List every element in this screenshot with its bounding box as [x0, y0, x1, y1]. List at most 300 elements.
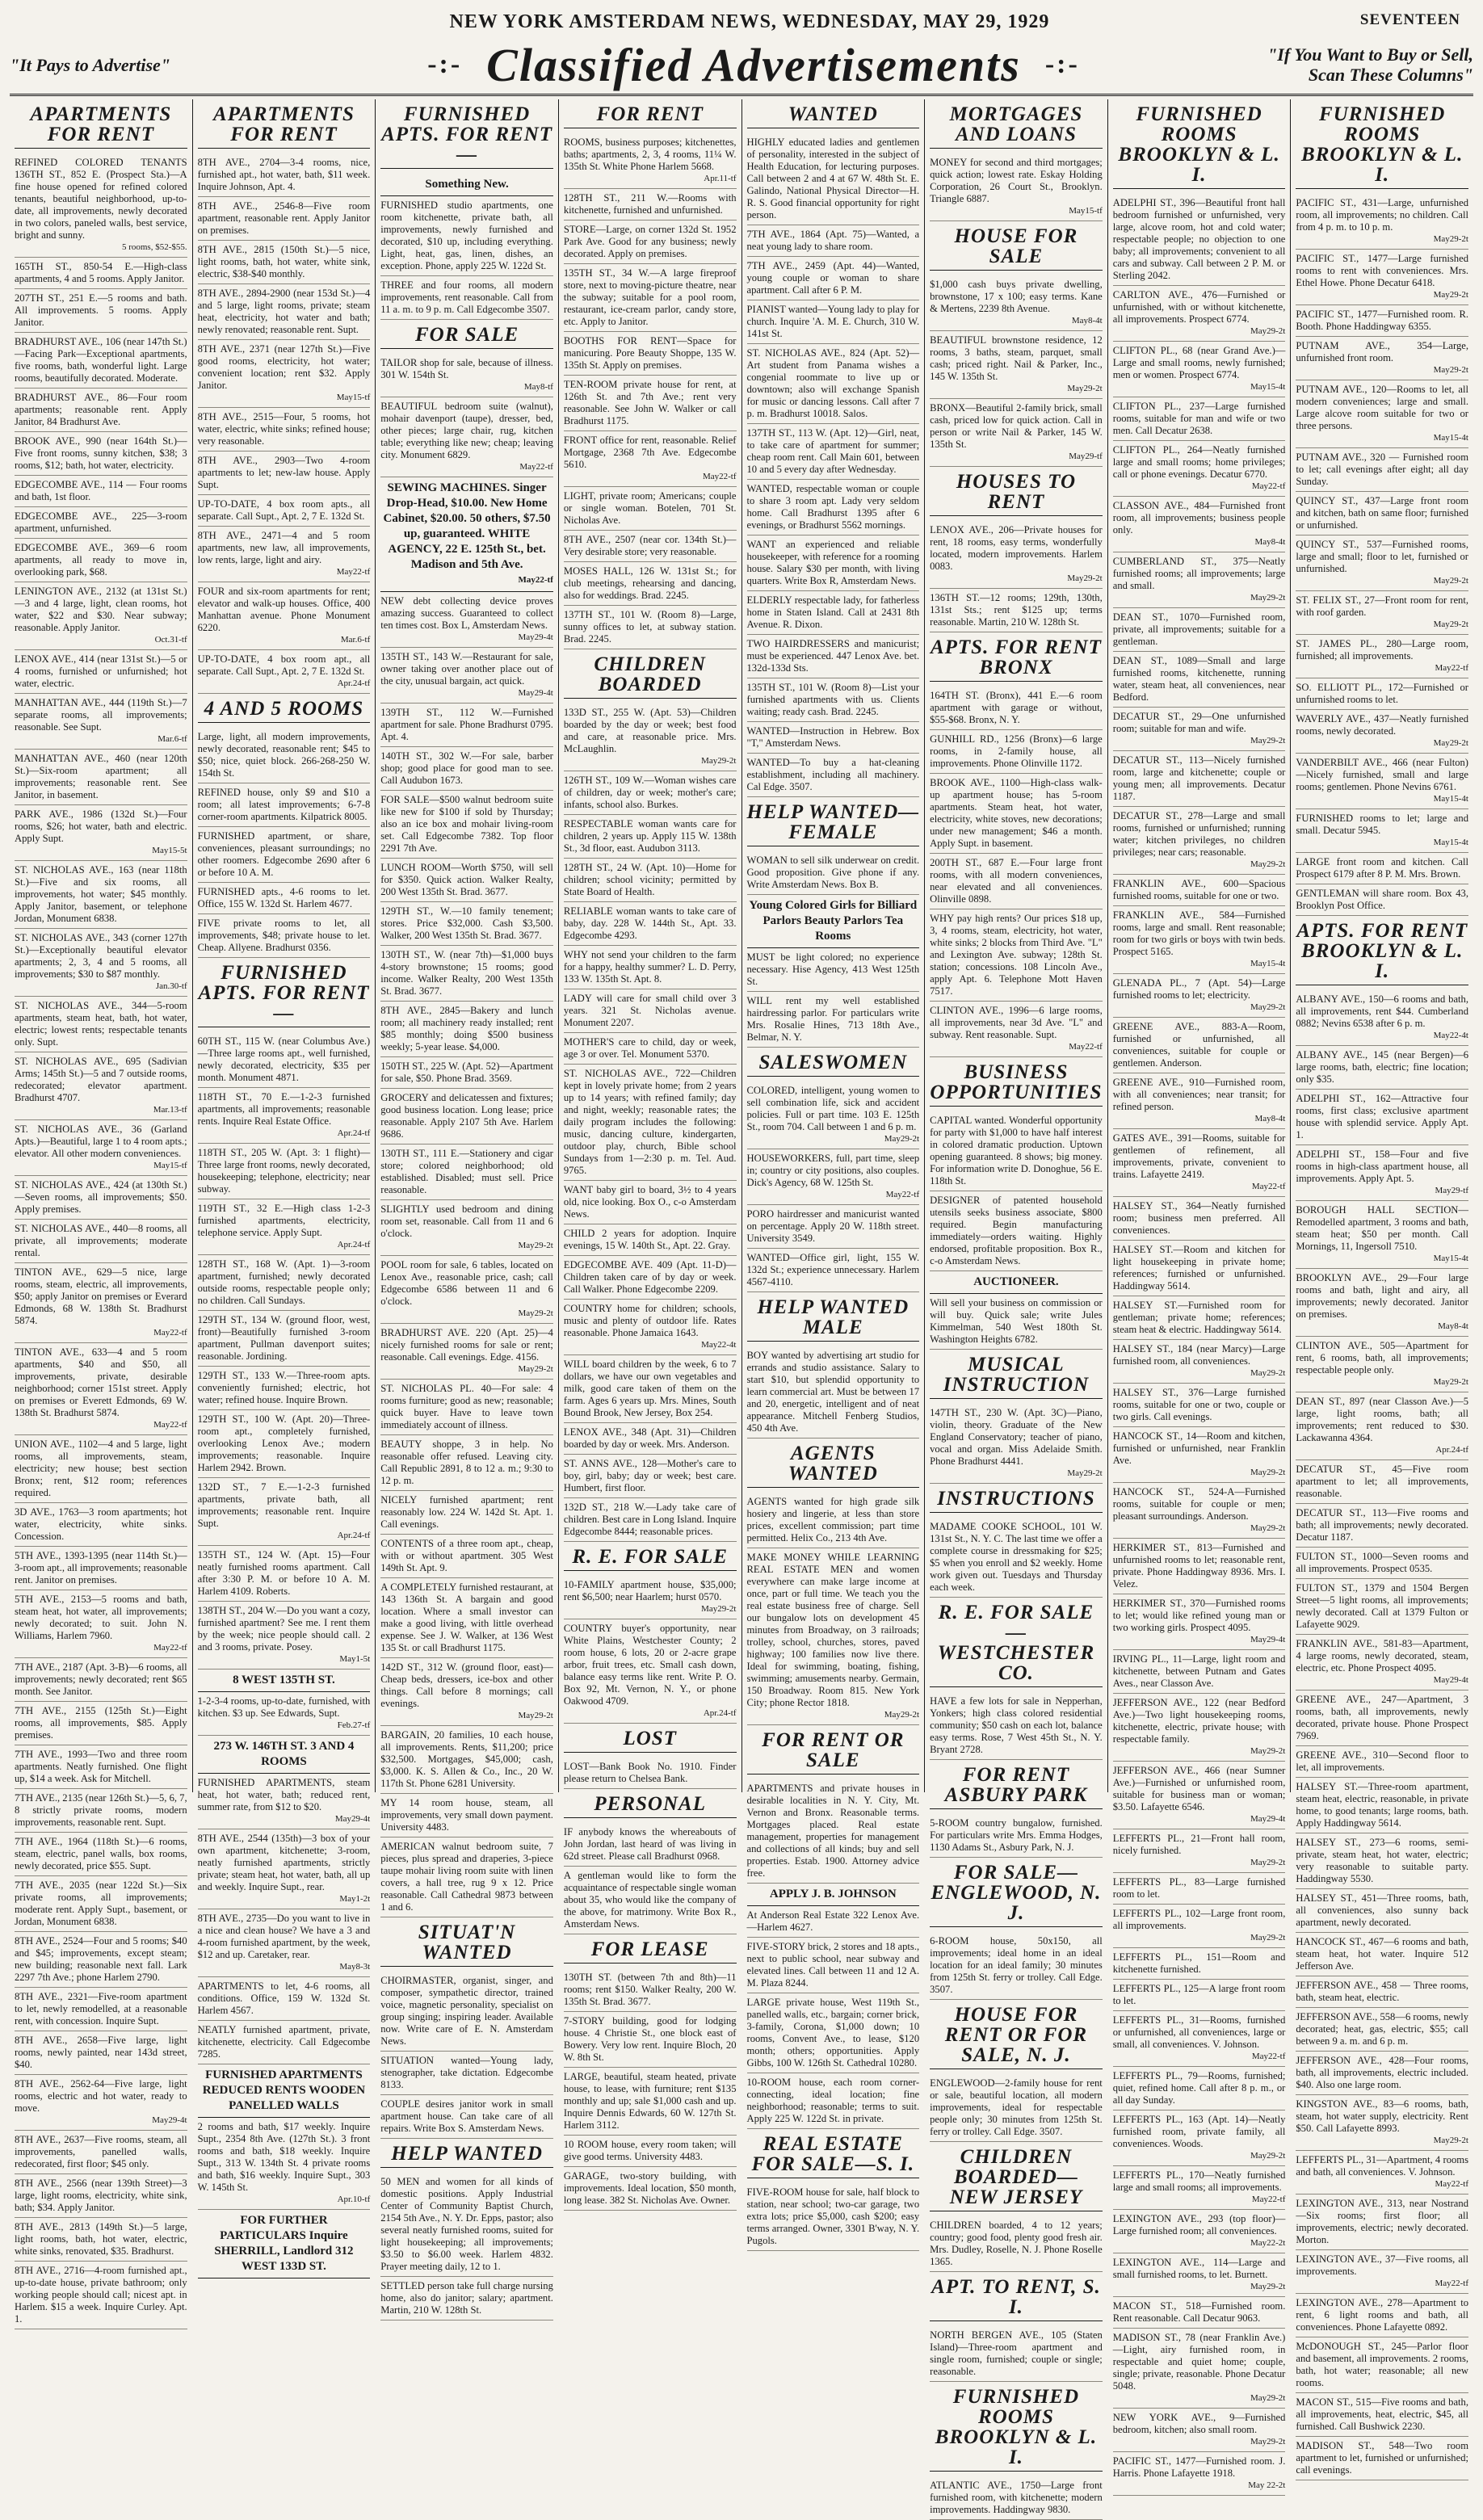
classified-ad	[198, 1255, 371, 1311]
display-ad	[930, 1271, 1103, 1294]
classified-ad	[1296, 710, 1468, 754]
ad-text: 135TH ST., 101 W. (Room 8)—List your furnished apartments with us. Clients waiting; ready cash. Brad. 2245.	[746, 682, 920, 717]
ad-text: LEFFERTS PL., 79—Rooms, furnished; quiet, refined home. Call after 8 p. m., or all day Sunday.	[1112, 2070, 1286, 2106]
ad-insertion-code: May15-4t	[1250, 382, 1286, 392]
classified-ad	[930, 1692, 1103, 1760]
classified-ad	[930, 2326, 1103, 2382]
ad-text: COLORED, intelligent, young women to sell combination life, sick and accident policies. Full or part time. 103 E. 125th St., room 704. Call between 1 and 6 p. m.	[746, 1085, 920, 1132]
ad-text: AGENTS wanted for high grade silk hosiery and lingerie, at less than store prices, excellent commission; part time permitted. Helix Co., 213 4th Ave.	[746, 1496, 920, 1544]
ad-text: PUTNAM AVE., 354—Large, unfurnished front room.	[1296, 340, 1468, 363]
ad-text: SITUATION wanted—Young lady, stenographer, take dictation. Edgecombe 8133.	[380, 2055, 553, 2090]
ornament-right: -:-	[1044, 49, 1080, 79]
classified-ad	[747, 424, 920, 480]
ad-text: 8TH AVE., 2813 (149th St.)—5 large, light rooms, bath, hot water, electric, white sinks, renovated, $35. Bradhurst.	[15, 2221, 187, 2257]
category-heading: WANTED	[747, 104, 920, 128]
display-ad	[198, 2210, 371, 2278]
ad-insertion-code: Apr.24-tf	[337, 1531, 371, 1540]
classified-ad	[1113, 342, 1286, 397]
classified-ad	[1296, 337, 1468, 380]
classified-ad	[1113, 1762, 1286, 1829]
classified-ad	[1296, 884, 1468, 916]
classified-ad	[1296, 380, 1468, 448]
display-ad	[747, 895, 920, 948]
ad-text: WAVERLY AVE., 437—Neatly furnished rooms, newly decorated.	[1296, 713, 1468, 737]
ad-text: BOROUGH HALL SECTION—Remodelled apartment, 3 rooms and bath, steam heat; $50 per month. Call Mornings, 11, Ingersoll 7510.	[1296, 1204, 1468, 1252]
ad-text: CHILDREN boarded, 4 to 12 years; country; good food, plenty good fresh air. Mrs. Dudley, Roselle, N. J. Phone Roselle 1365.	[930, 2220, 1103, 2267]
ad-insertion-code: Mar.6-tf	[340, 635, 371, 645]
classified-columns	[10, 99, 1473, 2515]
ad-text: HALSEY ST.—Three-room apartment, steam heat, electric, reasonable, in private home, to good tenants; large rooms, bath. Apply Haddingway 5614.	[1296, 1781, 1468, 1829]
display-ad	[198, 1736, 371, 1774]
ad-insertion-code: May22-2t	[1250, 2238, 1286, 2248]
ad-insertion-code: May29-2t	[1250, 2151, 1286, 2161]
ad-text: HERKIMER ST., 813—Furnished and unfurnished rooms to let; reasonable rent, private. Phone Haddingway 8936. Mrs. I. Velez.	[1112, 1542, 1286, 1590]
classified-ad	[1113, 1384, 1286, 1427]
ad-insertion-code: Apr.24-tf	[703, 1708, 737, 1718]
ad-insertion-code: May15-4t	[1433, 838, 1468, 847]
ad-insertion-code: Mar.6-tf	[158, 734, 187, 744]
classified-ad	[15, 1547, 187, 1590]
ad-text: 142D ST., 312 W. (ground floor, east)—Cheap beds, dressers, ice-box and other things. Call before 8 mornings; call evenings.	[380, 1661, 553, 1709]
classified-ad	[198, 1144, 371, 1199]
ad-text: 50 MEN and women for all kinds of domestic positions. Apply Industrial Center of Community Baptist Church, 2154 5th Ave., N. Y. Dr. Epps, pastor; also several neatly furnished rooms, suited for light housekeeping; all improvements; $3.50 to $6.00 week. Harlem 4832. Prayer meeting daily, 12 to 1.	[380, 2176, 553, 2272]
ad-text: COUNTRY home for children; schools, music and plenty of outdoor life. Rates reasonable. Phone Jamaica 1643.	[563, 1303, 737, 1338]
classified-ad	[747, 480, 920, 536]
ad-text: WANTED—Instruction in Hebrew. Box "T," Amsterdam News.	[746, 725, 920, 749]
classified-ad	[930, 1191, 1103, 1271]
classified-ad	[198, 883, 371, 914]
display-ad	[380, 477, 553, 592]
classified-ad	[1296, 1145, 1468, 1201]
classified-ad	[380, 1380, 553, 1435]
classified-ad	[564, 531, 737, 562]
ad-text: FOUR and six-room apartments for rent; elevator and walk-up houses. Office, 400 Manhattan avenue. Phone Monument 6220.	[197, 586, 371, 633]
ad-text: LEFFERTS PL., 102—Large front room, all improvements.	[1112, 1908, 1286, 1931]
ad-text: ST. NICHOLAS AVE., 824 (Apt. 52)—Art student from Panama wishes a congenial roommate to live up or downtown; also will exchange Spanish for music or dancing lessons. Call after 7 p. m. Bradhurst 10018. Salos.	[746, 347, 920, 419]
classified-ad	[1296, 2008, 1468, 2052]
ad-text: 133D ST., 255 W. (Apt. 53)—Children boarded by the day or week; best food and care, at reasonable price. Mrs. McLaughlin.	[563, 707, 737, 754]
classified-ad	[198, 650, 371, 694]
ad-text: 7TH AVE., 2035 (near 122d St.)—Six private rooms, all improvements; moderate rent. Apply Supt., basement, or Jordan, Monument 6838.	[15, 1880, 187, 1927]
ad-text: THREE and four rooms, all modern improvements, rent reasonable. Call from 11 a. m. to 9 p. m. Call Edgecombe 3507.	[380, 279, 553, 315]
ad-text: 8TH AVE., 2658—Five large, light rooms, newly painted, near 143d street, $40.	[15, 2035, 187, 2070]
ad-text: BROOK AVE., 990 (near 164th St.)—Five front rooms, sunny kitchen, $38; 3 rooms, $12; bath, hot water, electricity.	[15, 435, 187, 471]
ad-text: COUPLE desires janitor work in small apartment house. Can take care of all repairs. Write Box S. Amsterdam News.	[380, 2098, 553, 2134]
left-slogan: "It Pays to Advertise"	[10, 54, 170, 75]
classified-ad	[930, 521, 1103, 589]
ad-text: TAILOR shop for sale, because of illness. 301 W. 154th St.	[380, 357, 553, 380]
classified-ad	[198, 827, 371, 883]
ad-text: HANCOCK ST., 467—6 rooms and bath, steam heat, hot water. Inquire 512 Jefferson Ave.	[1296, 1936, 1468, 1972]
ad-insertion-code: May29-2t	[518, 1711, 553, 1720]
ad-text: WILL board children by the week, 6 to 7 dollars, we have our own vegetables and milk, good care taken of them on the farm. Ages 6 years up. Mrs. Mines, South Bound Brook, New Jersey, Box 254.	[563, 1359, 737, 1418]
ad-text: MY 14 room house, steam, all improvements, very small down payment. University 4483.	[380, 1797, 553, 1833]
ad-text: ADELPHI ST., 158—Four and five rooms in high-class apartment house, all improvements. Apply Apt. 5.	[1296, 1149, 1468, 1184]
ad-text: JEFFERSON AVE., 428—Four rooms, bath, all improvements, electric included. $40. Also one large room.	[1296, 2055, 1468, 2090]
classified-ad	[930, 1932, 1103, 2000]
classified-ad	[1113, 751, 1286, 807]
ad-text: UP-TO-DATE, 4 box room apts., all separate. Call Supt., Apt. 2, 7 E. 132d St.	[197, 498, 371, 522]
ad-text: LEXINGTON AVE., 114—Large and small furnished rooms, to let. Burnett.	[1112, 2257, 1286, 2280]
classified-ad	[15, 1876, 187, 1932]
ad-insertion-code: May22-tf	[1251, 481, 1286, 491]
classified-ad	[1296, 1690, 1468, 1746]
ad-insertion-code: May29-2t	[1250, 2282, 1286, 2291]
classified-ad	[15, 507, 187, 539]
ad-text: FOR FURTHER PARTICULARS Inquire SHERRILL, Landlord 312 WEST 133D ST.	[214, 2214, 354, 2273]
ad-text: PARK AVE., 1986 (132d St.)—Four rooms, $26; hot water, bath and electric. Apply Supt.	[15, 808, 187, 844]
ad-text: HALSEY ST., 451—Three rooms, bath, all conveniences, also sunny back apartment, newly decorated.	[1296, 1892, 1468, 1928]
category-heading: INSTRUCTIONS	[930, 1489, 1103, 1513]
classified-ad	[1113, 397, 1286, 441]
category-heading: FURNISHED APTS. FOR RENT—	[198, 963, 371, 1027]
classified-ad	[1113, 2011, 1286, 2067]
classified-ad	[564, 1619, 737, 1724]
ad-insertion-code: May29-4t	[334, 1814, 371, 1824]
classified-ad	[747, 1346, 920, 1438]
ad-text: LEFFERTS PL., 21—Front hall room, nicely furnished.	[1112, 1833, 1286, 1856]
ad-text: 8TH AVE., 2637—Five rooms, steam, all improvements, panelled walls, redecorated, first floor; $45 only.	[15, 2134, 187, 2169]
ad-text: CONTENTS of a three room apt., cheap, with or without apartment. 305 West 149th St. Apt. 9.	[380, 1538, 553, 1573]
ad-insertion-code: May29-2t	[1433, 1377, 1468, 1387]
ad-text: HANCOCK ST., 14—Room and kitchen, furnished or unfurnished, near Franklin Ave.	[1112, 1430, 1286, 1466]
ad-text: MUST be light colored; no experience necessary. Hise Agency, 413 West 125th St.	[746, 951, 920, 987]
ad-text: 8 WEST 135TH ST.	[233, 1674, 335, 1686]
category-heading: FOR LEASE	[564, 1939, 737, 1964]
classified-ad	[1113, 708, 1286, 751]
ad-text: 129TH ST., 134 W. (ground floor, west, front)—Beautifully furnished 3-room apartment, Pullman davenport suites; reasonable. Jordining.	[197, 1314, 371, 1362]
page-label: SEVENTEEN	[1359, 11, 1460, 28]
ad-text: WANT baby girl to board, 3½ to 4 years old, nice looking. Box O., c-o Amsterdam News.	[563, 1184, 737, 1220]
classified-ad	[564, 1256, 737, 1300]
ad-text: MOTHER'S care to child, day or week, age 3 or over. Tel. Monument 5370.	[563, 1036, 737, 1060]
classified-ad	[380, 648, 553, 704]
ad-text: JEFFERSON AVE., 122 (near Bedford Ave.)—Two light housekeeping rooms, kitchenette, electric, private house; with respectable family.	[1112, 1697, 1286, 1745]
ad-insertion-code: May29-4t	[1250, 1814, 1286, 1824]
ad-text: DEAN ST., 897 (near Classon Ave.)—5 large, light rooms, bath; all improvements; rent reduced to $30. Lackawanna 4364.	[1296, 1396, 1468, 1443]
ad-insertion-code: May29-4t	[152, 2115, 187, 2125]
ad-text: 139TH ST., 112 W.—Furnished apartment for sale. Phone Bradhurst 0795. Apt. 4.	[380, 707, 553, 742]
classified-ad	[747, 591, 920, 635]
classified-ad	[564, 1455, 737, 1498]
classified-ad	[564, 1065, 737, 1181]
classified-ad	[564, 133, 737, 189]
ad-insertion-code: May29-2t	[1250, 736, 1286, 746]
ad-insertion-code: May29-2t	[1433, 738, 1468, 748]
ad-text: LIGHT, private room; Americans; couple or single woman. Botelen, 701 St. Nicholas Ave.	[563, 490, 737, 526]
ad-text: ST. NICHOLAS AVE., 722—Children kept in lovely private home; from 2 years up to 14 years; with refined family; day and night, weekly; reasonable rates; the daily program includes the following: music, dancing culture, kindergarten, outdoor play, church, Bible school Sundays from 1—2:30 p. m. Tel. Aud. 9765.	[563, 1068, 737, 1176]
classified-ad	[198, 1829, 371, 1909]
classified-ad	[380, 354, 553, 397]
classified-ad	[1296, 194, 1468, 250]
ad-text: 147TH ST., 230 W. (Apt. 3C)—Piano, violin, theory. Graduate of the New England Conservatory; teacher of piano, vocal and organ. Miss Adelaide Smith. Phone Bradhurst 4441.	[930, 1407, 1103, 1467]
ad-text: EDGECOMBE AVE. 409 (Apt. 11-D)—Children taken care of by day or week. Call Walker. Phone Edgecombe 2209.	[563, 1259, 737, 1295]
classified-ad	[564, 1498, 737, 1542]
ad-text: 5TH AVE., 1393-1395 (near 114th St.)—3-room apt., all improvements; reasonable rent. Janitor on premises.	[15, 1550, 187, 1586]
ad-insertion-code: May22-tf	[519, 462, 553, 472]
category-heading: FOR RENT OR SALE	[747, 1730, 920, 1774]
classified-ad	[198, 582, 371, 650]
ad-text: CLINTON AVE., 1996—6 large rooms, all improvements, near 3d Ave. "L" and subway. Rent reasonable. Supt.	[930, 1005, 1103, 1040]
ad-insertion-code: May22-tf	[1251, 2194, 1286, 2204]
classified-ad	[380, 1491, 553, 1535]
classified-ad	[1296, 1746, 1468, 1778]
classified-ad	[1113, 2210, 1286, 2253]
ad-insertion-code: May15-tf	[1069, 206, 1103, 216]
ad-text: 135TH ST., 143 W.—Restaurant for sale, owner taking over another place out of the city, unusual bargain, act quick.	[380, 651, 553, 687]
classified-ad	[15, 1833, 187, 1876]
ad-text: REFINED COLORED TENANTS 136TH ST., 852 E. (Prospect Sta.)—A fine house opened for refined colored tenants, beautiful neighborhood, up-to-date, all improvements, newly decorated in two colors, paneled walls, best service, bright and sunny.	[15, 157, 187, 241]
classified-ad	[747, 1493, 920, 1548]
classified-ad	[15, 997, 187, 1052]
classified-ad	[1113, 2253, 1286, 2297]
classified-ad	[1113, 974, 1286, 1018]
ad-insertion-code: May22-tf	[1251, 1182, 1286, 1191]
ad-text: 140TH ST., 302 W.—For sale, barber shop; good place for good man to see. Call Audubon 1673.	[380, 750, 553, 786]
classified-ad	[198, 1774, 371, 1829]
ad-text: 8TH AVE., 2562-64—Five large, light rooms, electric and hot water, ready to move.	[15, 2078, 187, 2114]
ad-text: 8TH AVE., 2546-8—Five room apartment, reasonable rent. Apply Janitor on premises.	[197, 200, 371, 236]
classified-ad	[564, 946, 737, 989]
ad-text: ST. NICHOLAS AVE., 36 (Garland Apts.)—Beautiful, large 1 to 4 room apts.; elevator. All other modern conveniences.	[15, 1124, 187, 1159]
classified-ad	[15, 539, 187, 582]
ad-insertion-code: May15-tf	[153, 1161, 187, 1170]
ad-text: 128TH ST., 211 W.—Rooms with kitchenette, furnished and unfurnished.	[563, 192, 737, 216]
category-heading: APARTMENTS FOR RENT	[15, 104, 187, 149]
ad-text: ADELPHI ST., 396—Beautiful front hall bedroom furnished or unfurnished, very large, alcove room, hot and cold water; respectable people; no objection to one baby; all improvements; convenient to all cars and subway. Call between 2 P. M. or Sterling 2042.	[1112, 197, 1286, 281]
ad-text: 8TH AVE., 2471—4 and 5 room apartments, new law, all improvements, low rents, large, light and airy.	[197, 530, 371, 565]
ad-text: GLENADA PL., 7 (Apt. 54)—Large furnished rooms to let; electricity.	[1112, 977, 1286, 1001]
classified-ad	[380, 2095, 553, 2139]
classified-ad	[564, 1867, 737, 1934]
classified-ad	[1113, 441, 1286, 497]
classified-ad	[1113, 1594, 1286, 1650]
ad-text: JEFFERSON AVE., 558—6 rooms, newly decorated; heat, gas, electric, $55; call between 9 a. m. and 6 p. m.	[1296, 2011, 1468, 2047]
classified-ad	[747, 948, 920, 992]
ad-insertion-code: May29-2t	[1433, 2136, 1468, 2145]
classified-ad	[1113, 875, 1286, 906]
column-2	[193, 99, 376, 2273]
classified-ad	[380, 1535, 553, 1578]
ad-text: 7TH AVE., 1964 (118th St.)—6 rooms, steam, electric, panel walls, box rooms, newly decorated, price $55. Supt.	[15, 1836, 187, 1871]
ad-text: MONEY for second and third mortgages; quick action; lowest rate. Eskay Holding Corporation, 26 Court St., Brooklyn. Triangle 6887.	[930, 157, 1103, 204]
classified-ad	[1113, 286, 1286, 342]
classified-ad	[1113, 608, 1286, 652]
classified-ad	[564, 1033, 737, 1065]
ad-insertion-code: Apr.24-tf	[337, 678, 371, 688]
classified-ad	[747, 1993, 920, 2073]
classified-ad	[1113, 1129, 1286, 1197]
ad-text: CLINTON AVE., 505—Apartment for rent, 6 rooms, bath, all improvements; respectable people only.	[1296, 1340, 1468, 1376]
classified-ad	[564, 376, 737, 431]
ad-insertion-code: May29-2t	[1250, 1933, 1286, 1942]
ad-insertion-code: May22-tf	[336, 567, 371, 577]
ad-text: Something New.	[425, 178, 509, 191]
ad-insertion-code: May29-2t	[1250, 1002, 1286, 1012]
ad-insertion-code: May29-2t	[1250, 859, 1286, 869]
ad-text: GREENE AVE., 247—Apartment, 3 rooms, bath, all improvements, newly decorated, private house. Phone Prospect 7969.	[1296, 1694, 1468, 1741]
classified-ad	[747, 1149, 920, 1205]
ad-text: 137TH ST., 101 W. (Room 8)—Large, sunny offices to let, at subway station. Brad. 2245.	[563, 609, 737, 645]
ad-text: SO. ELLIOTT PL., 172—Furnished or unfurnished rooms to let.	[1296, 682, 1468, 705]
ad-insertion-code: May8-3t	[339, 1962, 371, 1972]
ad-insertion-code: May29-2t	[701, 756, 737, 766]
classified-ad	[747, 257, 920, 300]
classified-ad	[198, 284, 371, 340]
classified-ad	[15, 1988, 187, 2031]
classified-ad	[15, 1120, 187, 1176]
classified-ad	[380, 1972, 553, 2052]
classified-ad	[380, 747, 553, 791]
ornament-left: -:-	[427, 49, 463, 79]
ad-text: LENOX AVE., 414 (near 131st St.)—5 or 4 rooms, furnished or unfurnished; hot water, electric.	[15, 653, 187, 689]
ad-text: GREENE AVE., 310—Second floor to let, all improvements.	[1296, 1749, 1468, 1773]
ad-text: At Anderson Real Estate 322 Lenox Ave.—Harlem 4627.	[746, 1909, 920, 1933]
ad-text: CLIFTON PL., 264—Neatly furnished large and small rooms; home privileges; call or phone evenings. Decatur 6770.	[1112, 444, 1286, 480]
classified-ad	[747, 1205, 920, 1249]
ad-text: FIVE-ROOM house for sale, half block to station, near school; two-car garage, two extra lots; price $5,000, cash $200; easy terms arranged. Owner, 3301 B'way, N. Y. Pugols.	[746, 2186, 920, 2246]
classified-ad	[747, 1906, 920, 1938]
column-5	[742, 99, 926, 2246]
ad-text: WANT an experienced and reliable housekeeper, with reference for a rooming house. Salary $30 per month, with living quarters. Write Box R, Amsterdam News.	[746, 539, 920, 586]
ad-insertion-code: May8-tf	[523, 382, 553, 392]
ad-text: GENTLEMAN will share room. Box 43, Brooklyn Post Office.	[1296, 888, 1468, 911]
classified-ad	[564, 2068, 737, 2136]
classified-ad	[1113, 2110, 1286, 2166]
category-heading: AGENTS WANTED	[747, 1443, 920, 1488]
ad-text: EDGECOMBE AVE., 114 — Four rooms and bath, 1st floor.	[15, 479, 187, 502]
ad-text: FOR SALE—$500 walnut bedroom suite like new for $100 if sold by Thursday; also an ice box and mohair living-room set. Call Edgecombe 7382. Top floor 2291 7th Ave.	[380, 794, 553, 854]
ad-text: 135TH ST., 34 W.—A large fireproof store, next to moving-picture theatre, near the subway; suitable for a pool room, restaurant, ice-cream parlor, candy store, etc. Apply to Janitor.	[563, 267, 737, 327]
classified-ad	[15, 1343, 187, 1435]
classified-ad	[380, 2052, 553, 2095]
ad-text: 118TH ST., 70 E.—1-2-3 furnished apartments, all improvements; reasonable rents. Inquire Real Estate Office.	[197, 1091, 371, 1127]
classified-ad	[930, 1111, 1103, 1191]
classified-ad	[15, 750, 187, 805]
classified-ad	[747, 225, 920, 257]
ad-text: 8TH AVE., 2735—Do you want to live in a nice and clean house? We have a 3 and 4-room furnished apartment, by the week, $12 and up. Caretaker, rear.	[197, 1913, 371, 1960]
ad-text: 129TH ST., 133 W.—Three-room apts. conveniently furnished; electric, hot water; refined house. Inquire Brown.	[197, 1370, 371, 1405]
ad-text: FURNISHED studio apartments, one room kitchenette, private bath, all improvements, newly furnished and decorated, $10 up, including everything. Light, heat, gas, linen, dishes, an exception. Phone, apply 225 W. 122d St.	[380, 200, 553, 271]
category-heading: MUSICAL INSTRUCTION	[930, 1354, 1103, 1399]
ad-text: FURNISHED apts., 4-6 rooms to let. Office, 155 W. 132d St. Harlem 4677.	[197, 886, 371, 909]
ad-text: 150TH ST., 225 W. (Apt. 52)—Apartment for sale, $50. Phone Brad. 3569.	[380, 1060, 553, 1084]
classified-ad	[564, 1300, 737, 1355]
classified-ad	[1296, 754, 1468, 809]
classified-ad	[198, 2118, 371, 2210]
ad-text: TWO HAIRDRESSERS and manicurist; must be experienced. 447 Lenox Ave. bet. 132d-133d Sts.	[746, 638, 920, 674]
classified-ad	[1113, 2409, 1286, 2452]
category-heading: FURNISHED ROOMS BROOKLYN & L. I.	[1113, 104, 1286, 189]
ad-text: MACON ST., 515—Five rooms and bath, all improvements, heat, electric, $45, all furnished. Call Bushwick 2230.	[1296, 2396, 1468, 2432]
ad-text: PIANIST wanted—Young lady to play for church. Inquire 'A. M. E. Church, 310 W. 141st St.	[746, 304, 920, 339]
classified-ad	[930, 1518, 1103, 1598]
classified-ad	[1113, 2329, 1286, 2409]
ad-insertion-code: May22-tf	[702, 472, 737, 481]
ad-text: 10-ROOM house, each room corner-connecting, ideal location; fine neighborhood; reasonable; terms to suit. Apply 225 W. 122d St. in private.	[746, 2077, 920, 2124]
ad-text: A COMPLETELY furnished restaurant, at 143 136th St. A bargain and good location. Where a small investor can make a good living, with little overhead expense. See J. W. Walker, at 136 West 135 St. or call Bradhurst 1175.	[380, 1581, 553, 1653]
section-title: Classified Advertisements	[486, 38, 1021, 91]
ad-text: LEFFERTS PL., 170—Neatly furnished large and small rooms; all improvements.	[1112, 2169, 1286, 2193]
ad-insertion-code: May29-2t	[701, 1604, 737, 1614]
ad-insertion-code: May29-2t	[1433, 365, 1468, 375]
category-heading: APTS. FOR RENT BROOKLYN & L. I.	[1296, 921, 1468, 985]
ad-text: 137TH ST., 113 W. (Apt. 12)—Girl, neat, to take care of apartment for summer; cheap room rent. Call Main 601, between 10 and 5 every day after Wednesday.	[746, 427, 920, 475]
ad-text: 8TH AVE., 2815 (150th St.)—5 nice, light rooms, bath, hot water, white sink, electric, $38-$40 monthly.	[197, 244, 371, 279]
ad-text: 130TH ST., W. (near 7th)—$1,000 buys 4-story brownstone; 15 rooms; good income. Walker Realty, 200 West 135th St. Brad. 3677.	[380, 949, 553, 997]
ad-text: LARGE private house, West 119th St., panelled walls, etc., bargain; corner brick, 3-family, Corona, $1,000 down; 10 rooms, Convent Ave., to lease, $120 month; others; opportunities. Apply Gibbs, 100 W. 126th St. Cathedral 10280.	[746, 1997, 920, 2068]
ad-text: MAKE MONEY WHILE LEARNING REAL ESTATE MEN and women everywhere can make large income at once, part or full time. We teach you the real estate business free of charge. Sell our bungalow lots on development 45 minutes from Broadway, on 3 railroads; trolley, school, churches, stores, paved highway; 100 families now live there. Ideal for swimming, boating, fishing, swimming; amusements nearby. Germain, 150 Broadway. Room 815. New York City; phone Rector 1818.	[746, 1552, 920, 1708]
ad-text: FURNISHED rooms to let; large and small. Decatur 5945.	[1296, 813, 1468, 836]
classified-ad	[15, 432, 187, 476]
ad-insertion-code: May29-4t	[518, 688, 553, 698]
ad-text: NEATLY furnished apartment, private, kitchenette, electricity. Call Edgecombe 7285.	[197, 2024, 371, 2060]
classified-ad	[380, 704, 553, 747]
category-heading: HELP WANTED—FEMALE	[747, 802, 920, 846]
ad-text: NEW debt collecting device proves amazing success. Guaranteed to collect ten times cost. Box L, Amsterdam News.	[380, 595, 553, 631]
ad-insertion-code: May1-5t	[339, 1654, 371, 1664]
ad-text: FULTON ST., 1000—Seven rooms and all improvements. Prospect 0535.	[1296, 1551, 1468, 1574]
ad-insertion-code: May29-2t	[518, 1241, 553, 1250]
ad-insertion-code: May22-4t	[1433, 1031, 1468, 1040]
ad-insertion-code: May22-tf	[1435, 663, 1468, 673]
classified-ad	[15, 2218, 187, 2262]
classified-ad	[747, 536, 920, 591]
classified-ad	[380, 1435, 553, 1491]
classified-ad	[15, 1789, 187, 1833]
ad-text: 207TH ST., 251 E.—5 rooms and bath. All improvements. 5 rooms. Apply Janitor.	[15, 292, 187, 328]
ad-insertion-code: May29-2t	[1250, 1746, 1286, 1756]
classified-ad	[1296, 591, 1468, 635]
ad-text: ST. JAMES PL., 280—Large room, furnished; all improvements.	[1296, 638, 1468, 662]
classified-ad	[747, 1249, 920, 1292]
ad-text: 118TH ST., 205 W. (Apt. 3: 1 flight)—Three large front rooms, newly decorated, housekeeping; telephone, electricity; near subway.	[197, 1147, 371, 1195]
classified-ad	[198, 1367, 371, 1410]
classified-ad	[15, 1590, 187, 1658]
classified-ad	[380, 902, 553, 946]
classified-ad	[1296, 2250, 1468, 2294]
category-heading: R. E. FOR SALE	[564, 1547, 737, 1571]
ad-text: LEFFERTS PL., 31—Apartment, 4 rooms and bath, all conveniences. V. Johnson.	[1296, 2154, 1468, 2178]
ad-text: 135TH ST., 124 W. (Apt. 15)—Four neatly furnished rooms apartment. Call after 3:30 P. M. or before 10 A. M. Harlem 4109. Roberts.	[197, 1549, 371, 1597]
display-ad	[198, 2064, 371, 2118]
classified-ad	[380, 1144, 553, 1200]
classified-ad	[380, 1658, 553, 1726]
ad-insertion-code: May29-tf	[1435, 1186, 1468, 1195]
classified-ad	[564, 1355, 737, 1423]
ad-text: WANTED—To buy a hat-cleaning establishment, including all machinery. Cal Edge. 3507.	[746, 757, 920, 792]
classified-ad	[198, 1410, 371, 1478]
ad-text: 132D ST., 7 E.—1-2-3 furnished apartments, private bath, all improvements; reasonable rent. Inquire Supt.	[197, 1481, 371, 1529]
ad-text: FRANKLIN AVE., 600—Spacious furnished rooms, suitable for one or two.	[1112, 878, 1286, 901]
ad-text: HALSEY ST.—Furnished room for gentleman; private home; references; steam heat & electric. Haddingway 5614.	[1112, 1300, 1286, 1335]
masthead	[10, 11, 1473, 32]
ad-text: BRADHURST AVE. 220 (Apt. 25)—4 nicely furnished rooms for sale or rent; reasonable. Call evenings. Edge. 4156.	[380, 1327, 553, 1363]
ad-text: FRONT office for rent, reasonable. Relief Mortgage, 2368 7th Ave. Edgecombe 5610.	[563, 435, 737, 470]
classified-ad	[1296, 2194, 1468, 2250]
classified-ad	[1113, 497, 1286, 552]
classified-ad	[380, 791, 553, 859]
category-heading: FURNISHED ROOMS BROOKLYN & L. I.	[1296, 104, 1468, 189]
classified-ad	[15, 258, 187, 289]
column-1	[10, 99, 193, 2325]
ad-text: 132D ST., 218 W.—Lady take care of children. Best care in Long Island. Inquire Edgecombe 8444; reasonable prices.	[563, 1502, 737, 1537]
ad-insertion-code: 5 rooms, $52-$55.	[121, 242, 187, 252]
classified-ad	[1296, 305, 1468, 337]
classified-ad	[747, 2183, 920, 2251]
ad-text: BROOKLYN AVE., 29—Four large rooms and bath, light and airy, all improvements; newly decorated. Janitor on premises.	[1296, 1272, 1468, 1320]
category-heading: FURNISHED APTS. FOR RENT—	[380, 104, 553, 169]
